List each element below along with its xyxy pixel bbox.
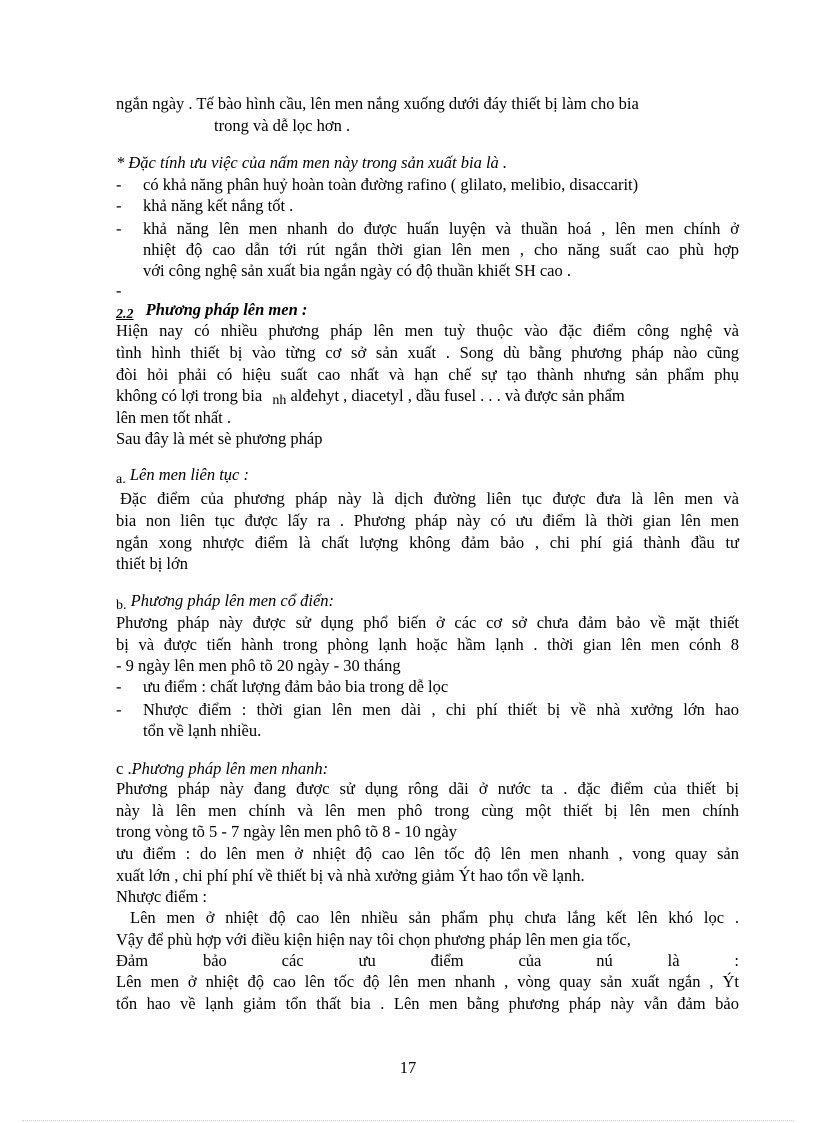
bullet-dash: - (116, 700, 122, 719)
section-heading (116, 300, 739, 322)
body-line: Sau đây là mét sè phương pháp (116, 429, 323, 448)
body-line: - 9 ngày lên men phô tõ 20 ngày - 30 tháng (116, 656, 401, 675)
list-item: với công nghệ sản xuất bia ngắn ngày có độ thuần khiết SH cao . (143, 261, 572, 280)
body-line: ưu điểm : do lên men ở nhiệt độ cao lên tốc độ lên men nhanh , vong quay sản (116, 844, 739, 863)
list-item: khả năng lên men nhanh do được huấn luyện và thuần hoá , lên men chính ở (143, 219, 739, 238)
body-line: Phương pháp này đang được sử dụng rông dãi ở nước ta . đặc điểm của thiết bị (116, 779, 739, 798)
page-number: 17 (399, 1058, 417, 1077)
subsection-title: Phương pháp lên men nhanh: (131, 759, 329, 778)
list-item: khả năng kết nắng tốt . (143, 196, 294, 215)
body-line: này là lên men chính và lên men phô trong cùng một thiết bị lên men chính (116, 801, 739, 820)
body-line: Lên men ở nhiệt độ cao lên nhiều sản phẩm phụ chưa lắng kết lên khó lọc . (130, 908, 739, 927)
body-line: lên men tốt nhất . (116, 408, 232, 427)
body-line: tổn hao về lạnh giảm tổn thất bia . Lên men bằng phương pháp này vẫn đảm bảo (116, 994, 739, 1013)
subsection-letter: a. (116, 472, 126, 487)
body-line: ngắn xong nhược điểm là chất lượng không đảm bảo , chi phí giá thành đầu tư (116, 533, 739, 552)
text-run: không có lợi trong bia (116, 386, 263, 405)
bullet-dash: - (116, 281, 122, 300)
body-line: Lên men ở nhiệt độ cao lên tốc độ lên men nhanh , vòng quay sản xuất ngắn , Ýt (116, 972, 739, 991)
list-item: Nhược điểm : thời gian lên men dài , chi phí thiết bị về nhà xưởng lớn hao (143, 700, 739, 719)
bullet-dash: - (116, 219, 122, 238)
text-run: alđehyt , diacetyl , dầu fusel . . . và được sản phẩm (290, 386, 625, 405)
body-line: Hiện nay có nhiều phương pháp lên men tuỳ thuộc vào đặc điểm công nghệ và (116, 321, 739, 340)
text-run-subscript: nh (272, 393, 287, 408)
subsection-heading-b (116, 591, 739, 613)
body-line (116, 386, 739, 408)
subsection-title: Lên men liên tục : (129, 465, 249, 484)
body-line: trong và dễ lọc hơn . (214, 116, 351, 135)
section-title: Phương pháp lên men : (145, 300, 308, 319)
body-line: bị và được tiến hành trong phòng lạnh hoặc hầm lạnh . thời gian lên men cónh 8 (116, 635, 739, 654)
subsection-heading-a (116, 465, 739, 487)
list-item: ưu điểm : chất lượng đảm bảo bia trong dễ lọc (143, 677, 449, 696)
body-line: tình hình thiết bị vào từng cơ sở sản xuất . Song dù bằng phương pháp nào cũng (116, 343, 739, 362)
subsection-letter: c . (116, 759, 132, 778)
body-line: Đảm bảo các ưu điểm của nú là : (116, 951, 739, 970)
body-line: Phương pháp này được sử dụng phổ biến ở các cơ sở chưa đảm bảo về mặt thiết (116, 613, 739, 632)
body-line: Vậy để phù hợp với điều kiện hiện nay tôi chọn phương pháp lên men gia tốc, (116, 930, 631, 949)
body-line: ngắn ngày . Tế bào hình cầu, lên men nắng xuống dưới đáy thiết bị làm cho bia (116, 94, 639, 113)
bullet-dash: - (116, 175, 122, 194)
list-item: có khả năng phân huỷ hoàn toàn đường rafino ( glilato, melibio, disaccarit) (143, 175, 639, 194)
bullet-dash: - (116, 677, 122, 696)
body-line: Đặc điểm của phương pháp này là dịch đường liên tục được đưa là lên men và (120, 489, 739, 508)
feature-heading: * Đặc tính ưu việc của nấm men này trong sản xuất bia là . (116, 153, 508, 172)
bullet-dash: - (116, 196, 122, 215)
list-item: nhiệt độ cao dẫn tới rút ngắn thời gian lên men , cho năng suất cao phù hợp (143, 240, 739, 259)
subsection-letter: b. (116, 598, 127, 613)
body-line: bia non liên tục được lấy ra . Phương pháp này có ưu điểm là thời gian lên men (116, 511, 739, 530)
section-number: 2.2 (116, 307, 134, 322)
body-line: trong vòng tõ 5 - 7 ngày lên men phô tõ 8 - 10 ngày (116, 822, 457, 841)
footer-divider (22, 1120, 794, 1121)
body-line: xuất lớn , chi phí phí về thiết bị và nhà xưởng giảm Ýt hao tổn về lạnh. (116, 866, 585, 885)
body-line: thiết bị lớn (116, 554, 188, 573)
list-item: tổn về lạnh nhiều. (143, 721, 262, 740)
body-line: đòi hỏi phải có hiệu suất cao nhất và hạn chế sự tạo thành nhưng sản phẩm phụ (116, 365, 739, 384)
subsection-heading-c (116, 759, 739, 779)
subsection-title: Phương pháp lên men cổ điển: (130, 591, 335, 610)
body-line: Nhược điểm : (116, 887, 207, 906)
